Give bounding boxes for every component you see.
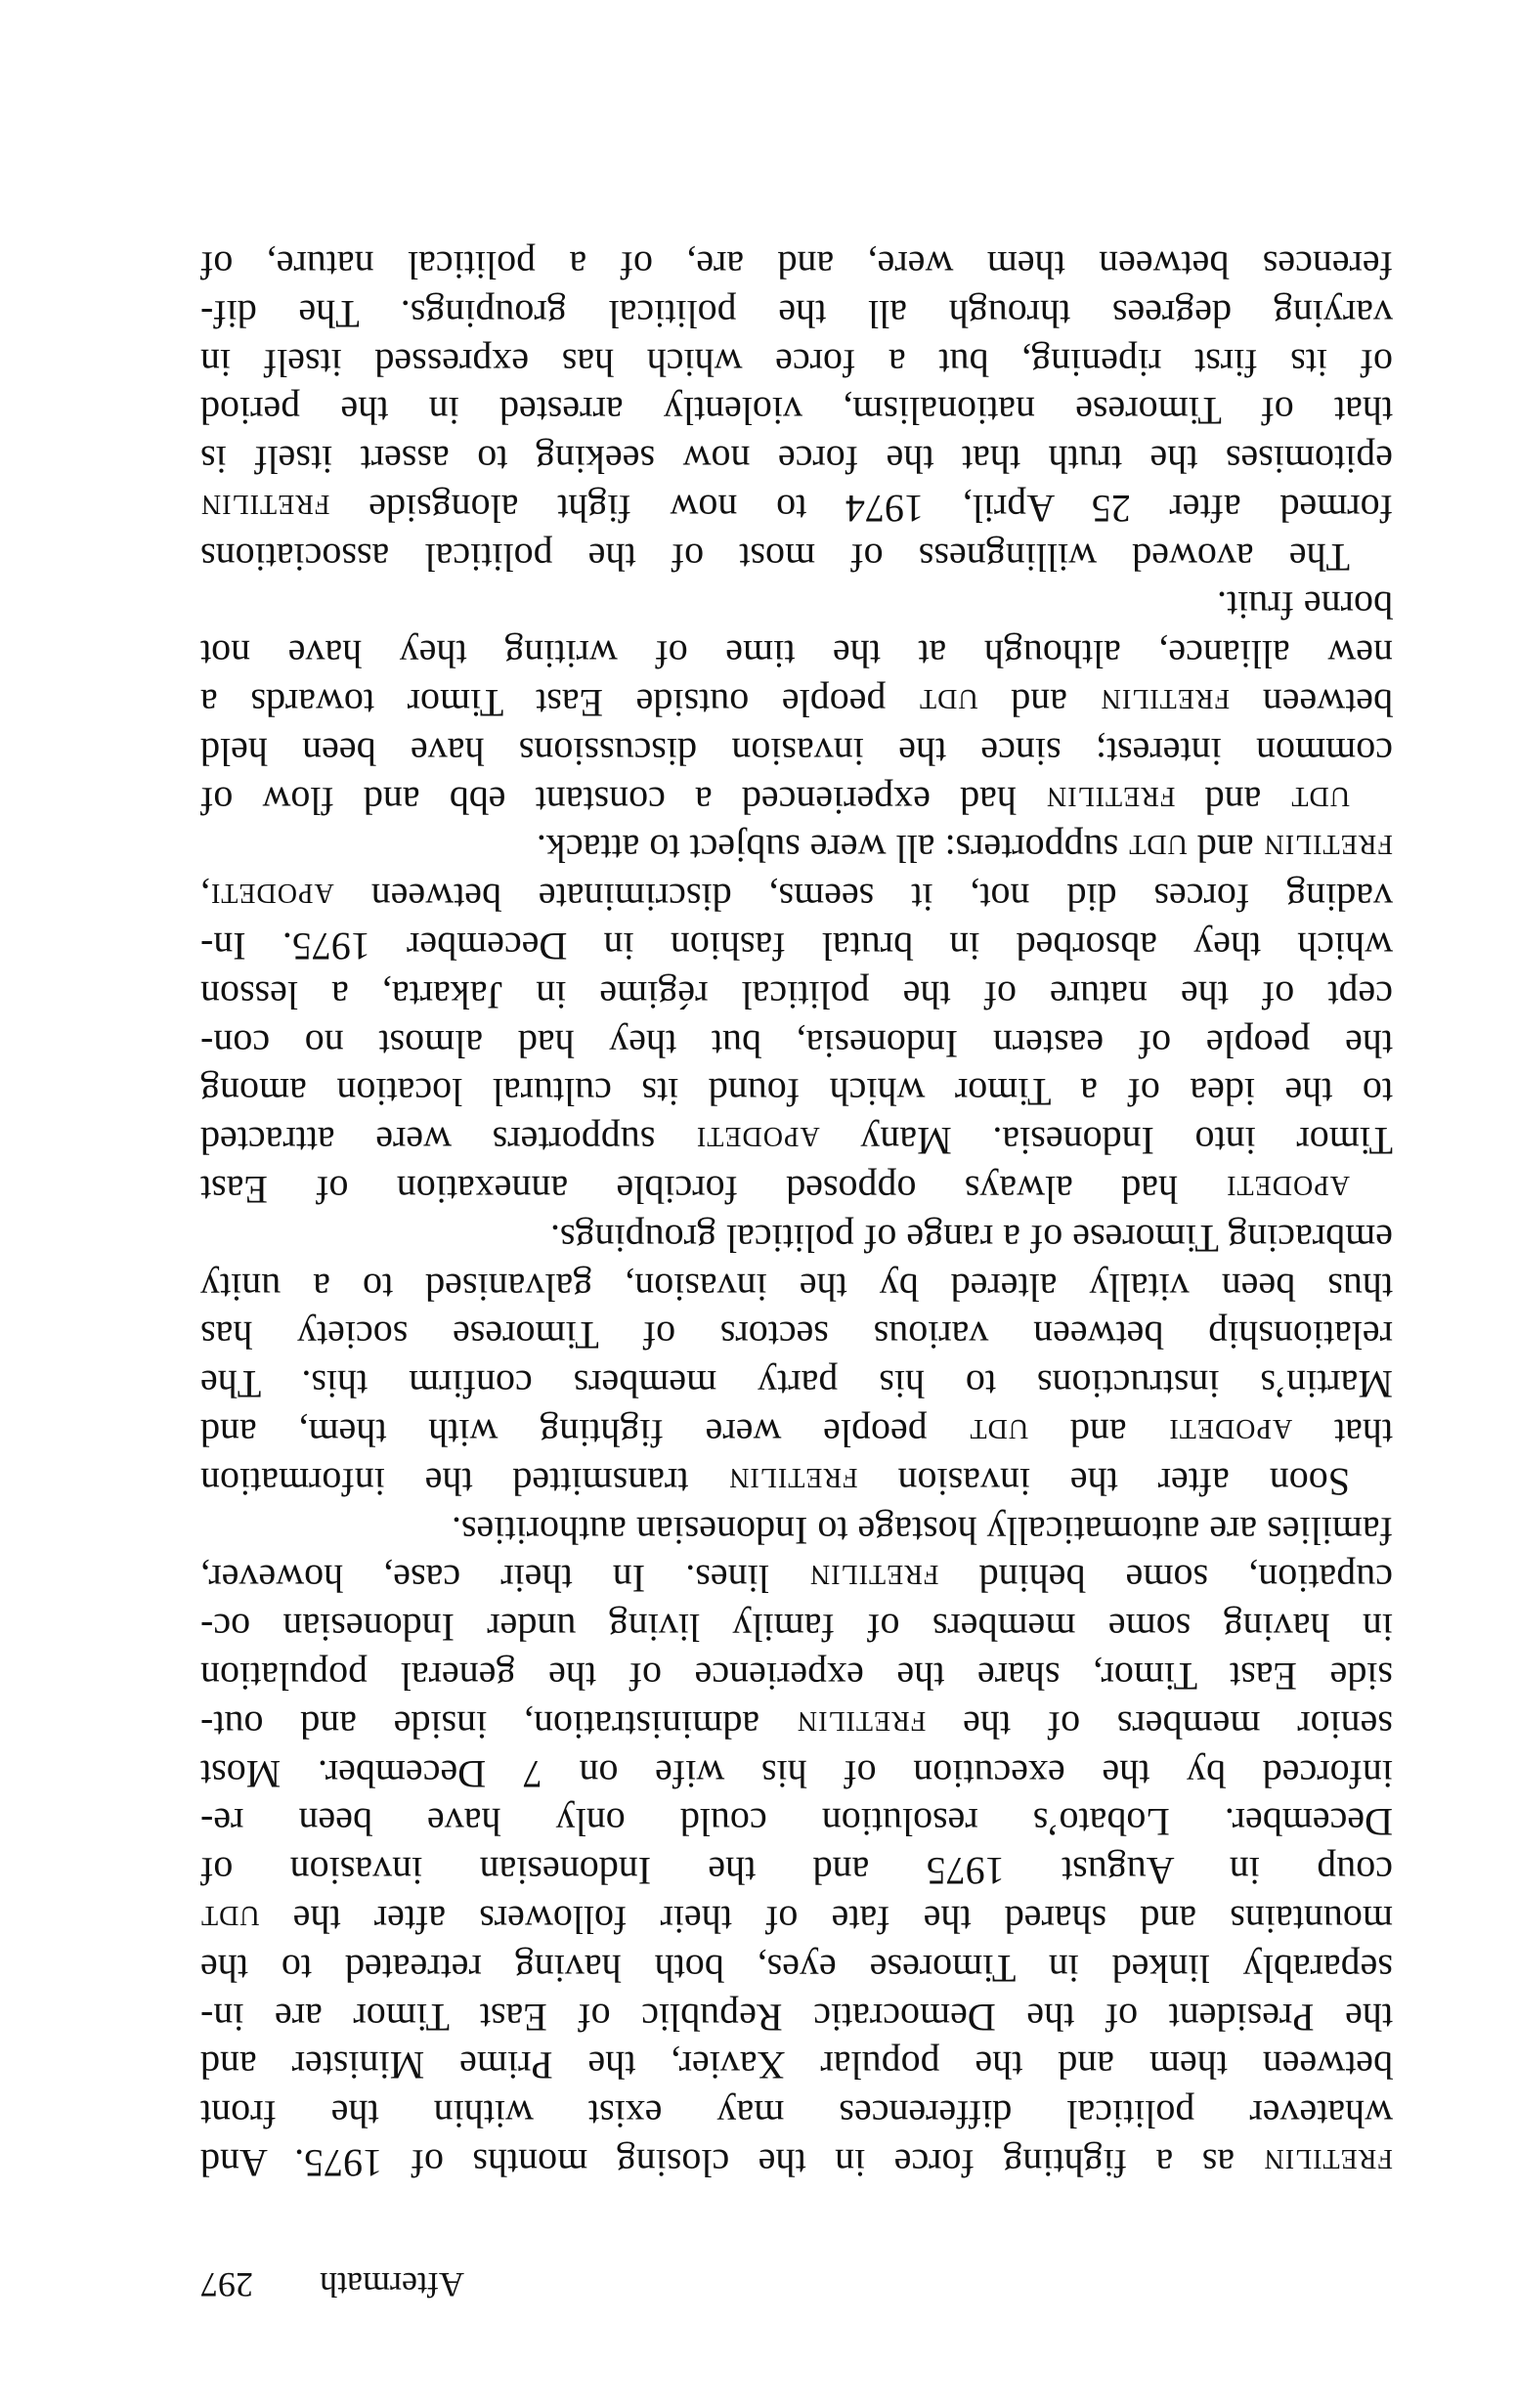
acronym: apodeti [1168,1411,1293,1456]
acronym: fretilin [796,1702,927,1747]
text-line: epitomises the truth that the force now seeking to assert itself is [200,438,1393,483]
text-line: apodeti had always opposed forcible annexation of East [200,1168,1350,1213]
text-line: side East Timor, share the experience of the general population [200,1655,1393,1699]
running-title: Aftermath [320,2265,464,2304]
text-line: Timor into Indonesia. Many apodeti supporters were attracted [199,1119,1393,1164]
text-line: vading forces did not, it seems, discriminate between apodeti, [200,876,1393,921]
acronym: apodeti [210,876,334,921]
text-line: that of Timorese nationalism, violently arrested in the period [200,389,1393,434]
text-line: common interest; since the invasion discussions have been held [200,729,1393,774]
text-line: separably linked in Timorese eyes, both having retreated to the [200,1946,1393,1991]
text-line: which they absorbed in brutal fashion in December 1975. In- [200,924,1393,969]
text-line: that apodeti and udt people were fighting with them, and [199,1411,1393,1456]
acronym: udt [919,681,978,726]
text-line: to the idea of a Timor which found its cultural location among [200,1070,1393,1115]
acronym: udt [969,1411,1029,1456]
text-line: relationship between various sectors of Timorese society has [200,1313,1393,1358]
text-line: borne fruit. [1217,583,1393,628]
text-line: in having some members of family living under Indonesian oc- [200,1606,1393,1651]
acronym: fretilin [200,486,330,531]
acronym: apodeti [1226,1168,1350,1213]
text-line: of its first ripening, but a force which has expressed itself in [200,340,1393,385]
text-line: fretilin and udt supporters: all were subject to attack. [536,827,1393,872]
text-line: the President of the Democratic Republic of East Timor are in- [200,1995,1393,2040]
text-line: udt and fretilin had experienced a constant ebb and flow of [200,778,1350,823]
text-line: coup in August 1975 and the Indonesian invasion of [200,1849,1393,1894]
text-line: cupation, some behind fretilin lines. In their case, however, [200,1557,1393,1602]
text-line: Soon after the invasion fretilin transmitted the information [200,1459,1350,1504]
acronym: fretilin [1263,2141,1393,2185]
acronym: apodeti [695,1119,820,1164]
text-line: fretilin as a fighting force in the closing months of 1975. And [200,2141,1393,2185]
text-line: between them and the popular Xavier, the Prime Minister and [200,2043,1393,2088]
acronym: fretilin [1263,827,1393,872]
text-line: Martin’s instructions to his party members confirm this. The [200,1362,1393,1407]
text-line: formed after 25 April, 1974 to now fight alongside fretilin [200,486,1393,531]
text-line: the people of eastern Indonesia, but they had almost no con- [200,1021,1393,1066]
acronym: fretilin [1100,681,1231,726]
text-line: families are automatically hostage to Indonesian authorities. [451,1508,1393,1553]
acronym: fretilin [809,1557,939,1602]
text-line: embracing Timorese of a range of political groupings. [549,1216,1393,1261]
text-line: senior members of the fretilin administration, inside and out- [200,1702,1393,1747]
text-line: between fretilin and udt people outside East Timor towards a [199,681,1393,726]
text-line: thus been vitally altered by the invasion, galvanised to a unity [200,1265,1393,1310]
acronym: fretilin [728,1459,858,1504]
text-line: mountains and shared the fate of their followers after the udt [200,1898,1393,1943]
page-number: 297 [200,2265,253,2304]
text-line: varying degrees through all the political groupings. The dif- [200,291,1393,336]
page-header [200,2263,1393,2306]
text-line: inforced by the execution of his wife on 7 December. Most [200,1751,1393,1796]
text-line: cept of the nature of the political régime in Jakarta, a lesson [200,972,1393,1017]
text-line: new alliance, although at the time of writing they have not [200,632,1393,677]
acronym: udt [1128,827,1188,872]
text-line: December. Lobato’s resolution could only have been re- [200,1800,1393,1845]
text-line: The avowed willingness of most of the political associations [200,535,1350,580]
acronym: udt [1290,778,1350,823]
text-line: ferences between them were, and are, of a political nature, of [200,242,1393,287]
body-text [200,240,1393,2187]
acronym: udt [200,1898,260,1943]
text-line: whatever political differences may exist within the front [200,2092,1393,2137]
acronym: fretilin [1046,778,1176,823]
